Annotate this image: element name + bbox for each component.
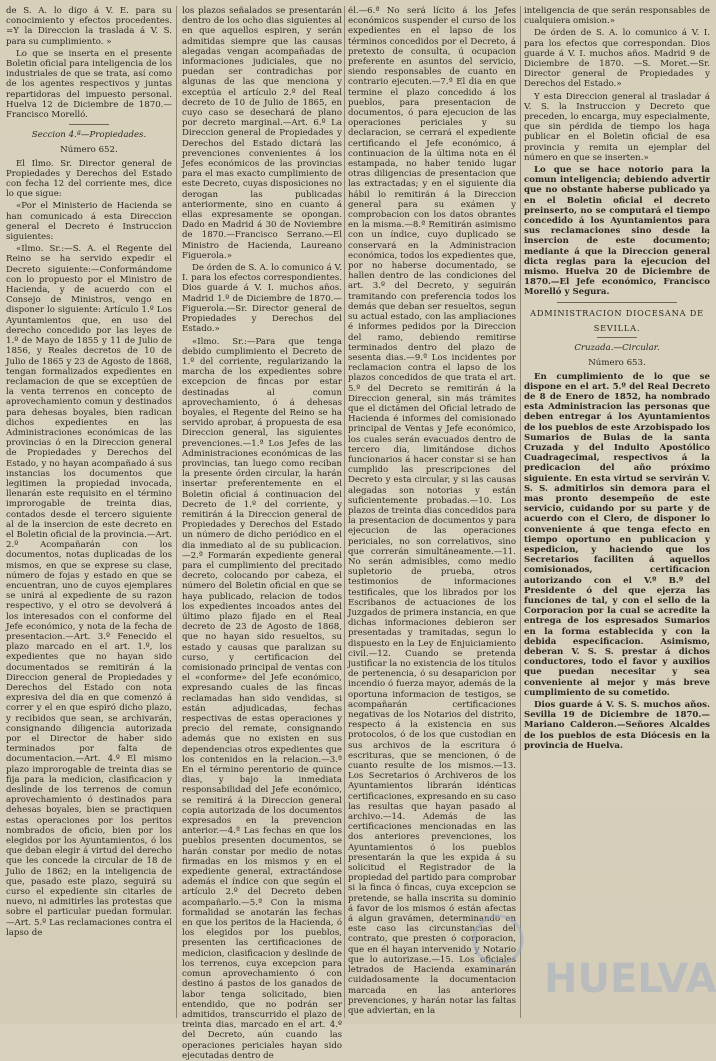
column-4 bbox=[524, 6, 710, 1018]
watermark-text: HUELVA bbox=[544, 956, 716, 1002]
section-heading: Seccion 4.ª—Propiedades. bbox=[31, 130, 147, 141]
column-1 bbox=[6, 6, 172, 1018]
section-subheading: SEVILLA. bbox=[593, 322, 641, 333]
paragraph: Dios guarde á V. S. S. muchos años. Sevilla 19 de Diciembre de 1870.—Mariano Calderon.—Señores Alcaldes de los pueblos de esta Diócesis en la provincia de Huelva. bbox=[524, 700, 710, 751]
column-divider bbox=[344, 6, 345, 1018]
paragraph: Lo que se inserta en el presente Boletin oficial para inteligencia de los industriales de que se trata, así como de los agentes respectivos y juntas repartidoras del impuesto personal. Huelva 12 de Diciembre de 1870.—Francisco Morelló. bbox=[6, 48, 172, 121]
paragraph: él.—6.ª No será lícito á los Jefes económicos suspender el curso de los expedientes en el lapso de los términos concedidos por el Decreto, á pretexto de consulta, ú ocupacion preferente en asuntos del servicio, siendo responsables de cuanto en contrario ejecuten.—7.ª El dia en que termine el plazo concedido á los pueblos, para presentacion de documentos, ó para ejecucion de las operaciones periciales y su declaracion, se cerrará el expediente certificando el Jefe económico, á continuacion de la última nota en él estampada, no haber tenido lugar otras diligencias de presentacion que las extractadas; y en el siguiente dia hábil lo remitirán á la Direccion general para su exámen y comprobacion con los datos obrantes en la misma.—8.ª Remitirán asimismo con un índice, cuyo duplicado se conservará en la Administracion económica, todos los expedientes que, por no haberse documentado, se hallen dentro de las condiciones del art. 3.º del Decreto, y seguirán tramitando con preferencia todos los demás que deban ser resueltos, segun su actual estado, con las ampliaciones é informes pedidos por la Direccion del ramo, debiendo remitirse terminados dentro del plazo de sesenta dias.—9.ª Los incidentes por reclamacion contra el lapso de los plazos concedidos de que trata el art. 5.º del Decreto se remitirán á la Direccion general, sin más trámites que el dictámen del Oficial letrado de Hacienda é informes del comisionado principal de Ventas y Jefe económico, los cuales serán evacuados dentro de tercero dia, limitándose dichos funcionarios á hacer constar si se han cumplido las prescripciones del Decreto y esta circular, y si las causas alegadas son notorias y están suficientemente probadas.—10. Los plazos de treinta dias concedidos para la presentacion de documentos y para ejecucion de las operaciones periciales, no son correlativos, sino que correrán simultáneamente.—11. No serán admisibles, como medio supletorio de prueba, otros testimonios de informaciones testificales, que los librados por los Escribanos de actuaciones de los Juzgados de primera instancia, en que dichas informaciones debieron ser presentadas y tramitadas, segun lo dispuesto en la Ley de Enjuiciamiento civil.—12. Cuando se pretenda justificar la no existencia de los títulos de pertenencia, ó su desaparicion por incendio ó fuerza mayor, además de la oportuna informacion de testigos, se acompañarán certificaciones negativas de los Notarios del distrito, respecto á la existencia en sus protocolos, ó de los que custodian en sus archivos de la escritura ó escrituras, que se mencionen, ó de cuanto resulte de los mismos.—13. Los Secretarios ó Archiveros de los Ayuntamientos librarán idénticas certificaciones, expresando en su caso las resultas que hayan pasado al archivo.—14. Además de las certificaciones mencionadas en las dos anteriores prevenciones, los Ayuntamientos ó los pueblos presentarán la que les expida á su solicitud el Registrador de la propiedad del partido para comprobar si la finca ó fincas, cuya excepcion se pretende, se halla inscrita su dominio á favor de los mismos ó están afectas á algun gravámen, determinando en este caso las circunstancias del contrato, que presten ó corporacion, que en él hayan intervenido y Notario que lo autorizase.—15. Los oficiales letrados de Hacienda examinarán cuidadosamente la documentacion marcada en las anteriores prevenciones, y harán notar las faltas que adviertan, en la bbox=[348, 6, 516, 1016]
notice-number: Número 653. bbox=[588, 358, 646, 369]
notice-number: Número 652. bbox=[60, 145, 118, 156]
column-divider bbox=[520, 6, 521, 1018]
paragraph: de S. A. lo digo á V. E. para su conocimiento y efectos procedentes. =Y la Direccion la traslada á V. S. para su cumplimiento. » bbox=[6, 6, 172, 47]
paragraph: «Por el Ministerio de Hacienda se han comunicado á esta Direccion general el Decreto é Instruccion siguientes: bbox=[6, 201, 172, 243]
paragraph: «Ilmo. Sr.:—Para que tenga debido cumplimiento el Decreto de 1.º del corriente, regularizando la marcha de los expedientes sobre excepcion de fincas por estar destinadas al comun aprovechamiento, ó á dehesas boyales, el Regente del Reino se ha servido aprobar, á propuesta de esa Direccion general, las siguientes prevenciones.—1.ª Los Jefes de las Administraciones económicas de las provincias, tan luego como reciban la presente órden circular, la harán insertar preferentemente en el Boletin oficial á continuacion del Decreto de 1.º del corriente, y remitirán á la Direccion general de Propiedades y Derechos del Estado un número de dicho periódico en el dia inmediato al de su publicacion.—2.ª Formarán expediente general para el cumplimiento del precitado decreto, colocando por cabeza, el número del Boletin oficial en que se haya publicado, relacion de todos los expedientes incoados antes del último plazo fijado en el Real decreto de 23 de Agosto de 1868, que no hayan sido resueltos, su estado y causas que paralizan su curso, y certificacion del comisionado principal de ventas con el «conforme» del Jefe económico, expresando cuales de las fincas reclamadas han sido vendidas, si están adjudicadas, fechas respectivas de estas operaciones y precio del remate, consignando además que no existen en sus dependencias otros expedientes que los contenidos en la relacion.—3.ª En el término perentorio de quince dias, y bajo la inmediata responsabilidad del Jefe económico, se remitirá á la Direccion general copia autorizada de los documentos expresados en la prevencion anterior.—4.ª Las fechas en que los pueblos presenten documentos, se harán constar por medio de notas firmadas en los mismos y en el expediente general, extractándose además el índice con que según el artículo 2.º del Decreto deben acompañarlo.—5.ª Con la misma formalidad se anotarán las fechas en que los peritos de la Hacienda, ó los elegidos por los pueblos, presenten las certificaciones de medicion, clasificacion y deslinde de los terrenos, cuya excepcion para comun aprovechamiento ó con destino á pastos de los ganados de labor tenga solicitado, bien entendido, que no podrán ser admitidos, transcurrido el plazo de treinta dias, marcado en el art. 4.º del Decreto, aún cuando las operaciones periciales hayan sido ejecutadas dentro de bbox=[182, 336, 342, 1061]
separator bbox=[597, 337, 637, 338]
column-3 bbox=[348, 6, 516, 1018]
paragraph: El Ilmo. Sr. Director general de Propiedades y Derechos del Estado con fecha 12 del corriente mes, dice lo que sigue: bbox=[6, 158, 172, 200]
paragraph: inteligencia de que serán responsables de cualquiera omision.» bbox=[524, 6, 710, 27]
paragraph: los plazos señalados se presentarán dentro de los ocho dias siguientes al en que aquellos espiren, y serán admitidas siempre que las causas alegadas vengan acompañadas de informaciones judiciales, que no puedan ser contradichas por algunas de las que menciona y exceptúa el artículo 2.º del Real decreto de 10 de Julio de 1865, en cuyo caso se desechará de plano por decreto marginal.—Art. 6.º La Direccion general de Propiedades y Derechos del Estado dictará las prevenciones convenientes á los Jefes económicos de las provincias para el mas exacto cumplimiento de este Decreto, cuyas disposiciones no derogan las publicadas anteriormente, sino en cuanto á ellas expresamente se opongan. Dado en Madrid á 30 de Noviembre de 1870.—Francisco Serrano.—El Ministro de Hacienda, Laureano Figuerola.» bbox=[182, 6, 343, 261]
circular-title: Cruzada.—Circular. bbox=[574, 343, 660, 354]
column-2 bbox=[182, 6, 343, 1061]
column-divider bbox=[176, 6, 177, 1018]
paragraph: Y esta Direccion general al trasladar á V. S. la Instruccion y Decreto que preceden, lo encarga, muy especialmente, que sin pérdida de tiempo los haga publicar en el Boletin oficial de esa provincia y remita un ejemplar del número en que se inserten.» bbox=[524, 91, 710, 163]
paragraph: De órden de S. A. lo comunico á V. I. para los efectos que correspondan. Dios guarde á V. I. muchos años. Madrid 9 de Diciembre de 1870. —S. Moret.—Sr. Director general de Propiedades y Derechos del Estado.» bbox=[524, 28, 710, 90]
section-heading: ADMINISTRACION DIOCESANA DE bbox=[530, 307, 704, 318]
separator bbox=[557, 302, 677, 303]
paragraph: «Ilmo. Sr.:—S. A. el Regente del Reino se ha servido expedir el Decreto siguiente:—Conformándome con lo propuesto por el Ministro de Hacienda, y de acuerdo con el Consejo de Ministros, vengo en disponer lo siguiente: Artículo 1.º Los Ayuntamientos que, en uso del derecho concedido por las leyes de 1.º de Mayo de 1855 y 11 de Julio de 1856, y Reales decretos de 10 de Julio de 1865 y 23 de Agosto de 1868, tengan formalizados expedientes en reclamacion de que se exceptúen de la venta terrenos en concepto de aprovechamiento comun y destinados para dehesas boyales, bien radican dichos expedientes en las Administraciones económicas de las provincias ó en la Direccion general de Propiedades y Derechos del Estado, y no hayan acompañado á sus instancias los documentos que legitimen la propiedad invocada, llenarán este requisito en el término improrogable de treinta dias, contados desde el tercero siguiente al de la insercion de este decreto en el Boletin oficial de la provincia.—Art. 2.º Acompañarán con los documentos, notas duplicadas de los mismos, en que se exprese su clase, número de fojas y estado en que se encuentran, uno de cuyos ejemplares se unirá al expediente de su razon respectivo, y el otro se devolverá á los interesados con el conforme del Jefe económico, y nota de la fecha de presentacion.—Art. 3.º Fenecido el plazo marcado en el art. 1.º, los expedientes que no hayan sido documentados se remitirán á la Direccion general de Propiedades y Derechos del Estado con nota expresiva del dia en que comenzó á correr y el en que espiró dicho plazo, y recibidos que sean, se archivarán, consignando diligencia autorizada por el Director de haber sido terminados por falta de documentacion.—Art. 4.º El mismo plazo improrogable de treinta dias se fija para la medicion, clasificacion y deslinde de los terrenos de comun aprovechamiento ó destinados para dehesas boyales, bien se practiquen estas operaciones por los peritos nombrados de oficio, bien por los elegidos por los Ayuntamientos, ó los que deban elegir á virtud del derecho que les concede la circular de 18 de Julio de 1862; en la inteligencia de que, pasado este plazo, seguirá su curso el expediente sin citarles de nuevo, ni admitirles las protestas que sobre el particular puedan formular.—Art. 5.º Las reclamaciones contra el lapso de bbox=[6, 244, 172, 938]
paragraph: De órden de S. A. lo comunico á V. I. para los efectos correspondientes. Dios guarde á V. I. muchos años. Madrid 1.º de Diciembre de 1870.—Figuerola.—Sr. Director general de Propiedades y Derechos del Estado.» bbox=[182, 263, 342, 335]
separator bbox=[69, 124, 109, 125]
paragraph: En cumplimiento de lo que se dispone en el art. 5.º del Real Decreto de 8 de Enero de 1852, ha nombrado esta Administracion las personas que deben entregar á los Ayuntamientos de los pueblos de este Arzobispado los Sumarios de Bulas de la santa Cruzada y del Indulto Apostólico Cuadragecimal, respectivos á la predicacion del año próximo siguiente. En esta virtud se servirán V. S. S. admitirlos sin demora para el mas pronto desempeño de este servicio, cuidando por su parte y de acuerdo con el Clero, de disponer lo conveniente á que tenga efecto en tiempo oportuno en publicacion y espedicion, y haciendo que los Secretarios faciliten á aquellos comisionados, certificacion autorizando con el V.º B.º del Presidente ó del que ejerza las funciones de tal, y con el sello de la Corporacion por la cual se acredite la entrega de los espresados Sumarios en la forma establecida y con la debida especificacion. Asimismo, deberan V. S. S. prestar á dichos conductores, todo el favor y auxilios que puedan necesitar y sea conveniente al mejor y más breve cumplimiento de su cometido. bbox=[524, 371, 710, 698]
paragraph: Lo que se hace notorio para la comun inteligencia; debiendo advertir que no obstante haberse publicado ya en el Boletin oficial el decreto preinserto, no se computará el tiempo concedido á los Ayuntamientos para sus reclamaciones sino desde la insercion de este documento; mediante á que la Direccion general dicta reglas para la ejecucion del mismo. Huelva 20 de Diciembre de 1870.—El Jefe económico, Francisco Morelló y Segura. bbox=[524, 165, 710, 298]
